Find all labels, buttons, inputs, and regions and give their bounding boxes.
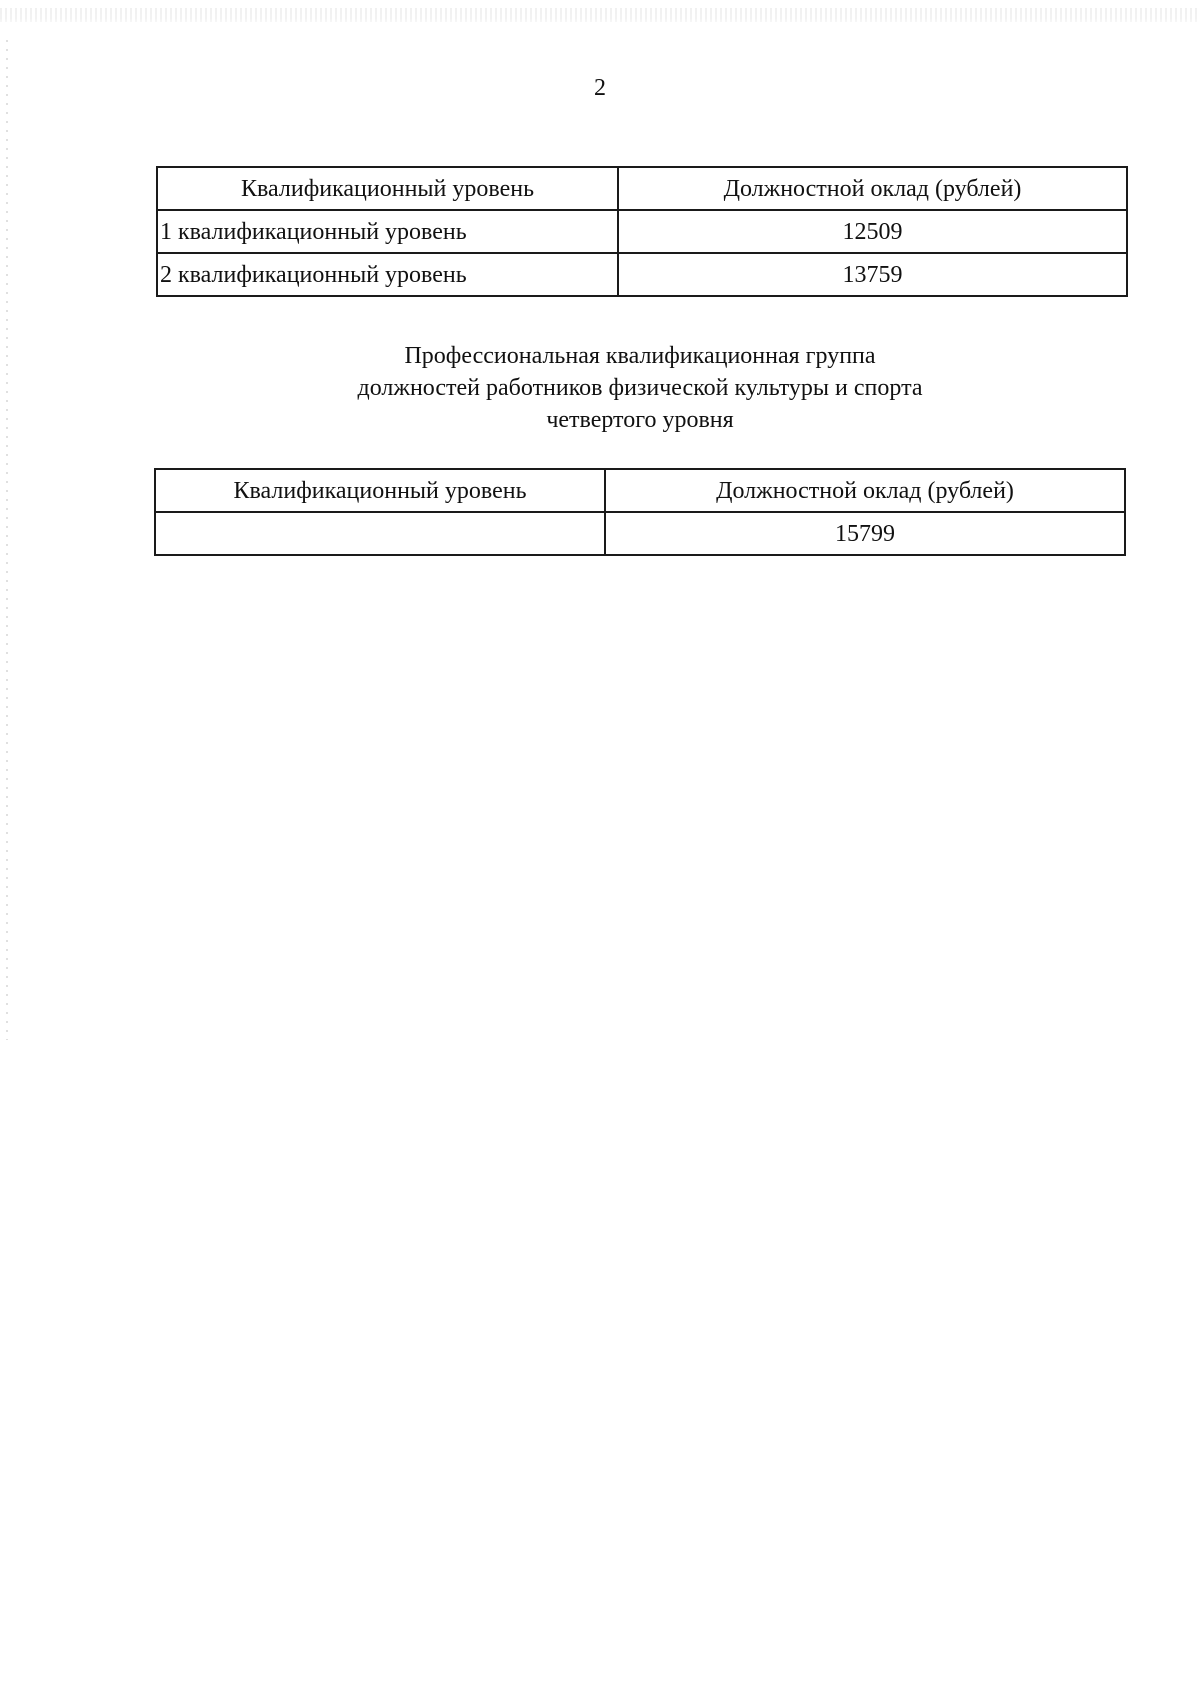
scan-left-artifact xyxy=(6,40,8,1040)
level-cell: 1 квалификационный уровень xyxy=(157,210,618,253)
group-title-line: четвертого уровня xyxy=(546,407,734,433)
scan-edge-fade xyxy=(0,0,1200,30)
table-row xyxy=(155,512,1125,555)
page-number: 2 xyxy=(594,75,606,101)
level-cell: 2 квалификационный уровень xyxy=(157,253,618,296)
group-title-line: должностей работников физической культуры и спорта xyxy=(357,375,923,401)
level-cell xyxy=(155,512,605,555)
group-title xyxy=(0,340,1200,436)
table-row xyxy=(157,210,1127,253)
salary-table-level-4 xyxy=(154,468,1126,556)
column-header-level: Квалификационный уровень xyxy=(155,469,605,512)
column-header-level: Квалификационный уровень xyxy=(157,167,618,210)
salary-cell: 12509 xyxy=(618,210,1127,253)
column-header-salary: Должностной оклад (рублей) xyxy=(605,469,1125,512)
table-header-row xyxy=(155,469,1125,512)
salary-table-level-3 xyxy=(156,166,1128,297)
column-header-salary: Должностной оклад (рублей) xyxy=(618,167,1127,210)
table-row xyxy=(157,253,1127,296)
salary-cell: 15799 xyxy=(605,512,1125,555)
salary-cell: 13759 xyxy=(618,253,1127,296)
group-title-line: Профессиональная квалификационная группа xyxy=(404,343,876,369)
table-header-row xyxy=(157,167,1127,210)
